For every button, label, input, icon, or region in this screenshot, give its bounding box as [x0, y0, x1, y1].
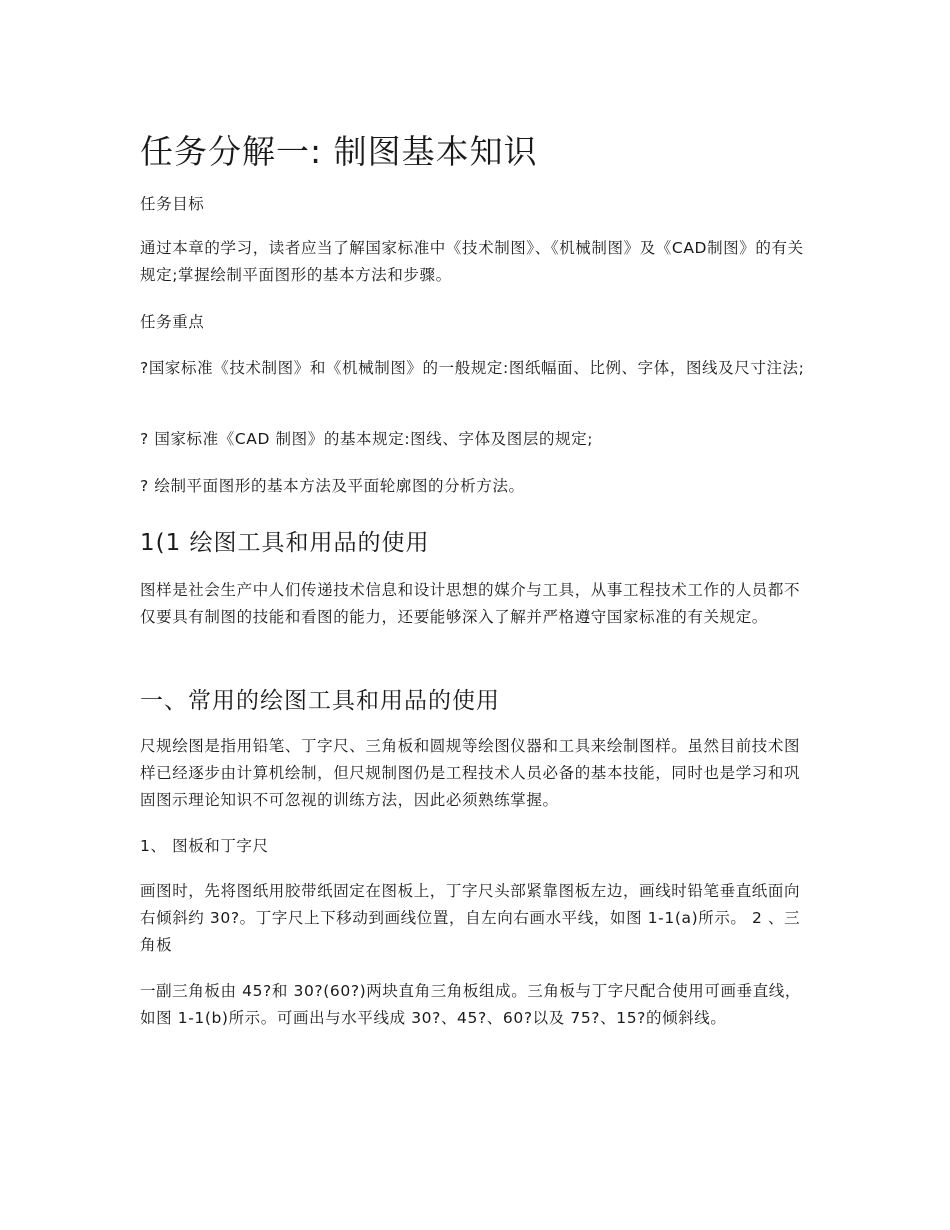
- subsection-heading: 一、常用的绘图工具和用品的使用: [140, 688, 500, 714]
- section-1-heading: 1(1 绘图工具和用品的使用: [140, 530, 430, 556]
- goal-paragraph: 通过本章的学习，读者应当了解国家标准中《技术制图》、《机械制图》及《CAD制图》的有关规定;掌握绘制平面图形的基本方法和步骤。: [140, 239, 804, 284]
- key-point-1: ?国家标准《技术制图》和《机械制图》的一般规定:图纸幅面、比例、字体，图线及尺寸注法;: [140, 359, 805, 377]
- subsection-paragraph: 尺规绘图是指用铅笔、丁字尺、三角板和圆规等绘图仪器和工具来绘制图样。虽然目前技术图样已经逐步由计算机绘制，但尺规制图仍是工程技术人员必备的基本技能，同时也是学习和巩固图示理论知识不可忽视的训练方法，因此必须熟练掌握。: [140, 737, 801, 809]
- key-point-3: ? 绘制平面图形的基本方法及平面轮廓图的分析方法。: [140, 477, 525, 495]
- item-1-paragraph: 画图时，先将图纸用胶带纸固定在图板上，丁字尺头部紧靠图板左边，画线时铅笔垂直纸面向右倾斜约 30?。丁字尺上下移动到画线位置，自左向右画水平线，如图 1-1(a)所示。 2 、三角板: [140, 882, 801, 954]
- section-1-paragraph: 图样是社会生产中人们传递技术信息和设计思想的媒介与工具，从事工程技术工作的人员都不仅要具有制图的技能和看图的能力，还要能够深入了解并严格遵守国家标准的有关规定。: [140, 581, 801, 626]
- item-2-paragraph: 一副三角板由 45?和 30?(60?)两块直角三角板组成。三角板与丁字尺配合使用可画垂直线，如图 1-1(b)所示。可画出与水平线成 30?、45?、60?以及 75?、15?的倾斜线。: [140, 982, 802, 1027]
- key-heading: 任务重点: [140, 313, 205, 331]
- page-title: 任务分解一: 制图基本知识: [140, 132, 538, 171]
- item-1-heading: 1、 图板和丁字尺: [140, 837, 269, 855]
- goal-heading: 任务目标: [140, 195, 205, 213]
- key-point-2: ? 国家标准《CAD 制图》的基本规定:图线、字体及图层的规定;: [140, 430, 594, 448]
